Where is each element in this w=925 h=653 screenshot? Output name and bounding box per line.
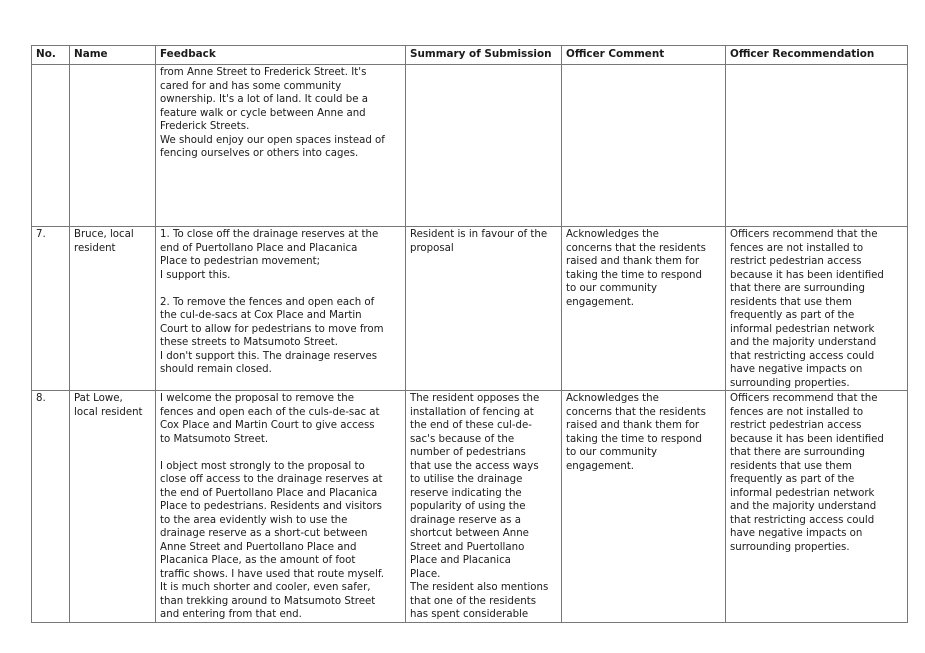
row-number-cell: 8.	[32, 391, 70, 623]
officer-recommendation-cell: Officers recommend that the fences are not installed to restrict pedestrian access because it has been identified that there are surrounding residents that use them frequently as part of the informal pedestrian network and the majority understand that restricting access could have negative impacts on surrounding properties.	[726, 227, 908, 391]
header-officer-recommendation: Officer Recommendation	[726, 46, 908, 65]
table-header-row	[32, 46, 908, 65]
header-feedback: Feedback	[156, 46, 406, 65]
name-cell: Pat Lowe, local resident	[70, 391, 156, 623]
header-name: Name	[70, 46, 156, 65]
submissions-table	[31, 45, 908, 623]
table-row-8	[32, 391, 908, 623]
officer-recommendation-cell: Officers recommend that the fences are not installed to restrict pedestrian access because it has been identified that there are surrounding residents that use them frequently as part of the informal pedestrian network and the majority understand that restricting access could have negative impacts on surrounding properties.	[726, 391, 908, 623]
summary-cell: Resident is in favour of the proposal	[406, 227, 562, 391]
header-summary: Summary of Submission	[406, 46, 562, 65]
officer-comment-cell: Acknowledges the concerns that the residents raised and thank them for taking the time to respond to our community engagement.	[562, 227, 726, 391]
header-no: No.	[32, 46, 70, 65]
feedback-cell: from Anne Street to Frederick Street. It's cared for and has some community ownership. It's a lot of land. It could be a feature walk or cycle between Anne and Frederick Streets. We should enjoy our open spaces instead of fencing ourselves or others into cages.	[156, 65, 406, 227]
officer-comment-cell: Acknowledges the concerns that the residents raised and thank them for taking the time to respond to our community engagement.	[562, 391, 726, 623]
feedback-cell: I welcome the proposal to remove the fences and open each of the culs-de-sac at Cox Place and Martin Court to give access to Matsumoto Street. I object most strongly to the proposal to close off access to the drainage reserves at the end of Puertollano Place and Placanica Place to pedestrians. Residents and visitors to the area evidently wish to use the drainage reserve as a short-cut between Anne Street and Puertollano Place and Placanica Place, as the amount of foot traffic shows. I have used that route myself. It is much shorter and cooler, even safer, than trekking around to Matsumoto Street and entering from that end.	[156, 391, 406, 623]
summary-cell	[406, 65, 562, 227]
table-row-continued	[32, 65, 908, 227]
summary-cell: The resident opposes the installation of fencing at the end of these cul-de- sac's because of the number of pedestrians that use the access ways to utilise the drainage reserve indicating the popularity of using the drainage reserve as a shortcut between Anne Street and Puertollano Place and Placanica Place. The resident also mentions that one of the residents has spent considerable	[406, 391, 562, 623]
name-cell: Bruce, local resident	[70, 227, 156, 391]
table-row-7	[32, 227, 908, 391]
header-officer-comment: Officer Comment	[562, 46, 726, 65]
feedback-cell: 1. To close off the drainage reserves at the end of Puertollano Place and Placanica Place to pedestrian movement; I support this. 2. To remove the fences and open each of the cul-de-sacs at Cox Place and Martin Court to allow for pedestrians to move from these streets to Matsumoto Street. I don't support this. The drainage reserves should remain closed.	[156, 227, 406, 391]
officer-recommendation-cell	[726, 65, 908, 227]
name-cell	[70, 65, 156, 227]
officer-comment-cell	[562, 65, 726, 227]
row-number-cell	[32, 65, 70, 227]
row-number-cell: 7.	[32, 227, 70, 391]
